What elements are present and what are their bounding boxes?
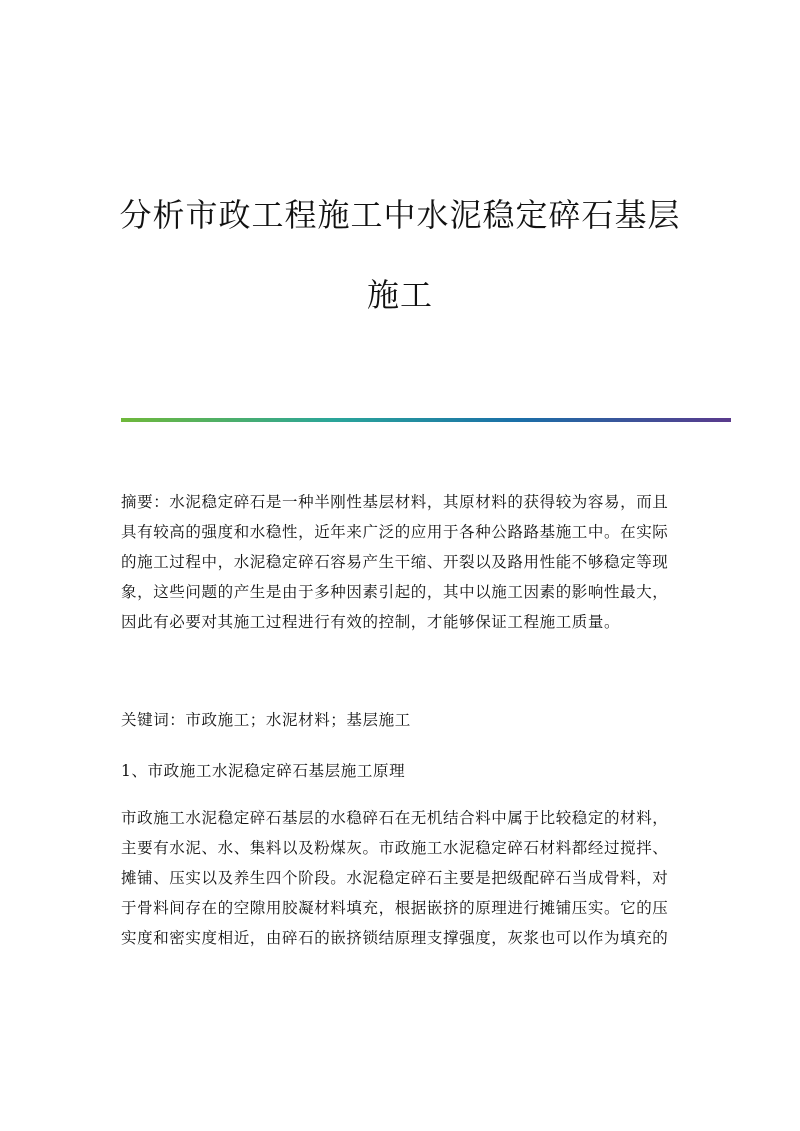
body-line: 主要有水泥、水、集料以及粉煤灰。市政施工水泥稳定碎石材料都经过搅拌、 <box>121 839 669 857</box>
document-title-line-2: 施工 <box>366 276 433 314</box>
body-line: 于骨料间存在的空隙用胶凝材料填充，根据嵌挤的原理进行摊铺压实。它的压 <box>121 899 669 917</box>
abstract-line: 的施工过程中，水泥稳定碎石容易产生干缩、开裂以及路用性能不够稳定等现 <box>121 553 669 571</box>
keywords <box>121 705 681 735</box>
section-1-heading <box>121 756 681 786</box>
section-1-paragraph <box>121 803 681 953</box>
abstract-line: 因此有必要对其施工过程进行有效的控制，才能够保证工程施工质量。 <box>121 613 621 631</box>
body-line: 市政施工水泥稳定碎石基层的水稳碎石在无机结合料中属于比较稳定的材料， <box>121 809 669 827</box>
abstract-line: 摘要：水泥稳定碎石是一种半刚性基层材料，其原材料的获得较为容易，而且 <box>121 493 669 511</box>
title-divider <box>121 418 731 422</box>
document-title-line-1: 分析市政工程施工中水泥稳定碎石基层 <box>119 196 681 234</box>
abstract-line: 具有较高的强度和水稳性，近年来广泛的应用于各种公路路基施工中。在实际 <box>121 523 669 541</box>
body-line: 摊铺、压实以及养生四个阶段。水泥稳定碎石主要是把级配碎石当成骨料，对 <box>121 869 669 887</box>
body-line: 实度和密实度相近，由碎石的嵌挤锁结原理支撑强度，灰浆也可以作为填充的 <box>121 929 669 947</box>
keywords-line: 关键词：市政施工；水泥材料；基层施工 <box>121 711 411 729</box>
abstract-paragraph <box>121 487 681 637</box>
abstract-line: 象，这些问题的产生是由于多种因素引起的，其中以施工因素的影响性最大， <box>121 583 669 601</box>
section-heading-text: 1、市政施工水泥稳定碎石基层施工原理 <box>121 762 406 780</box>
